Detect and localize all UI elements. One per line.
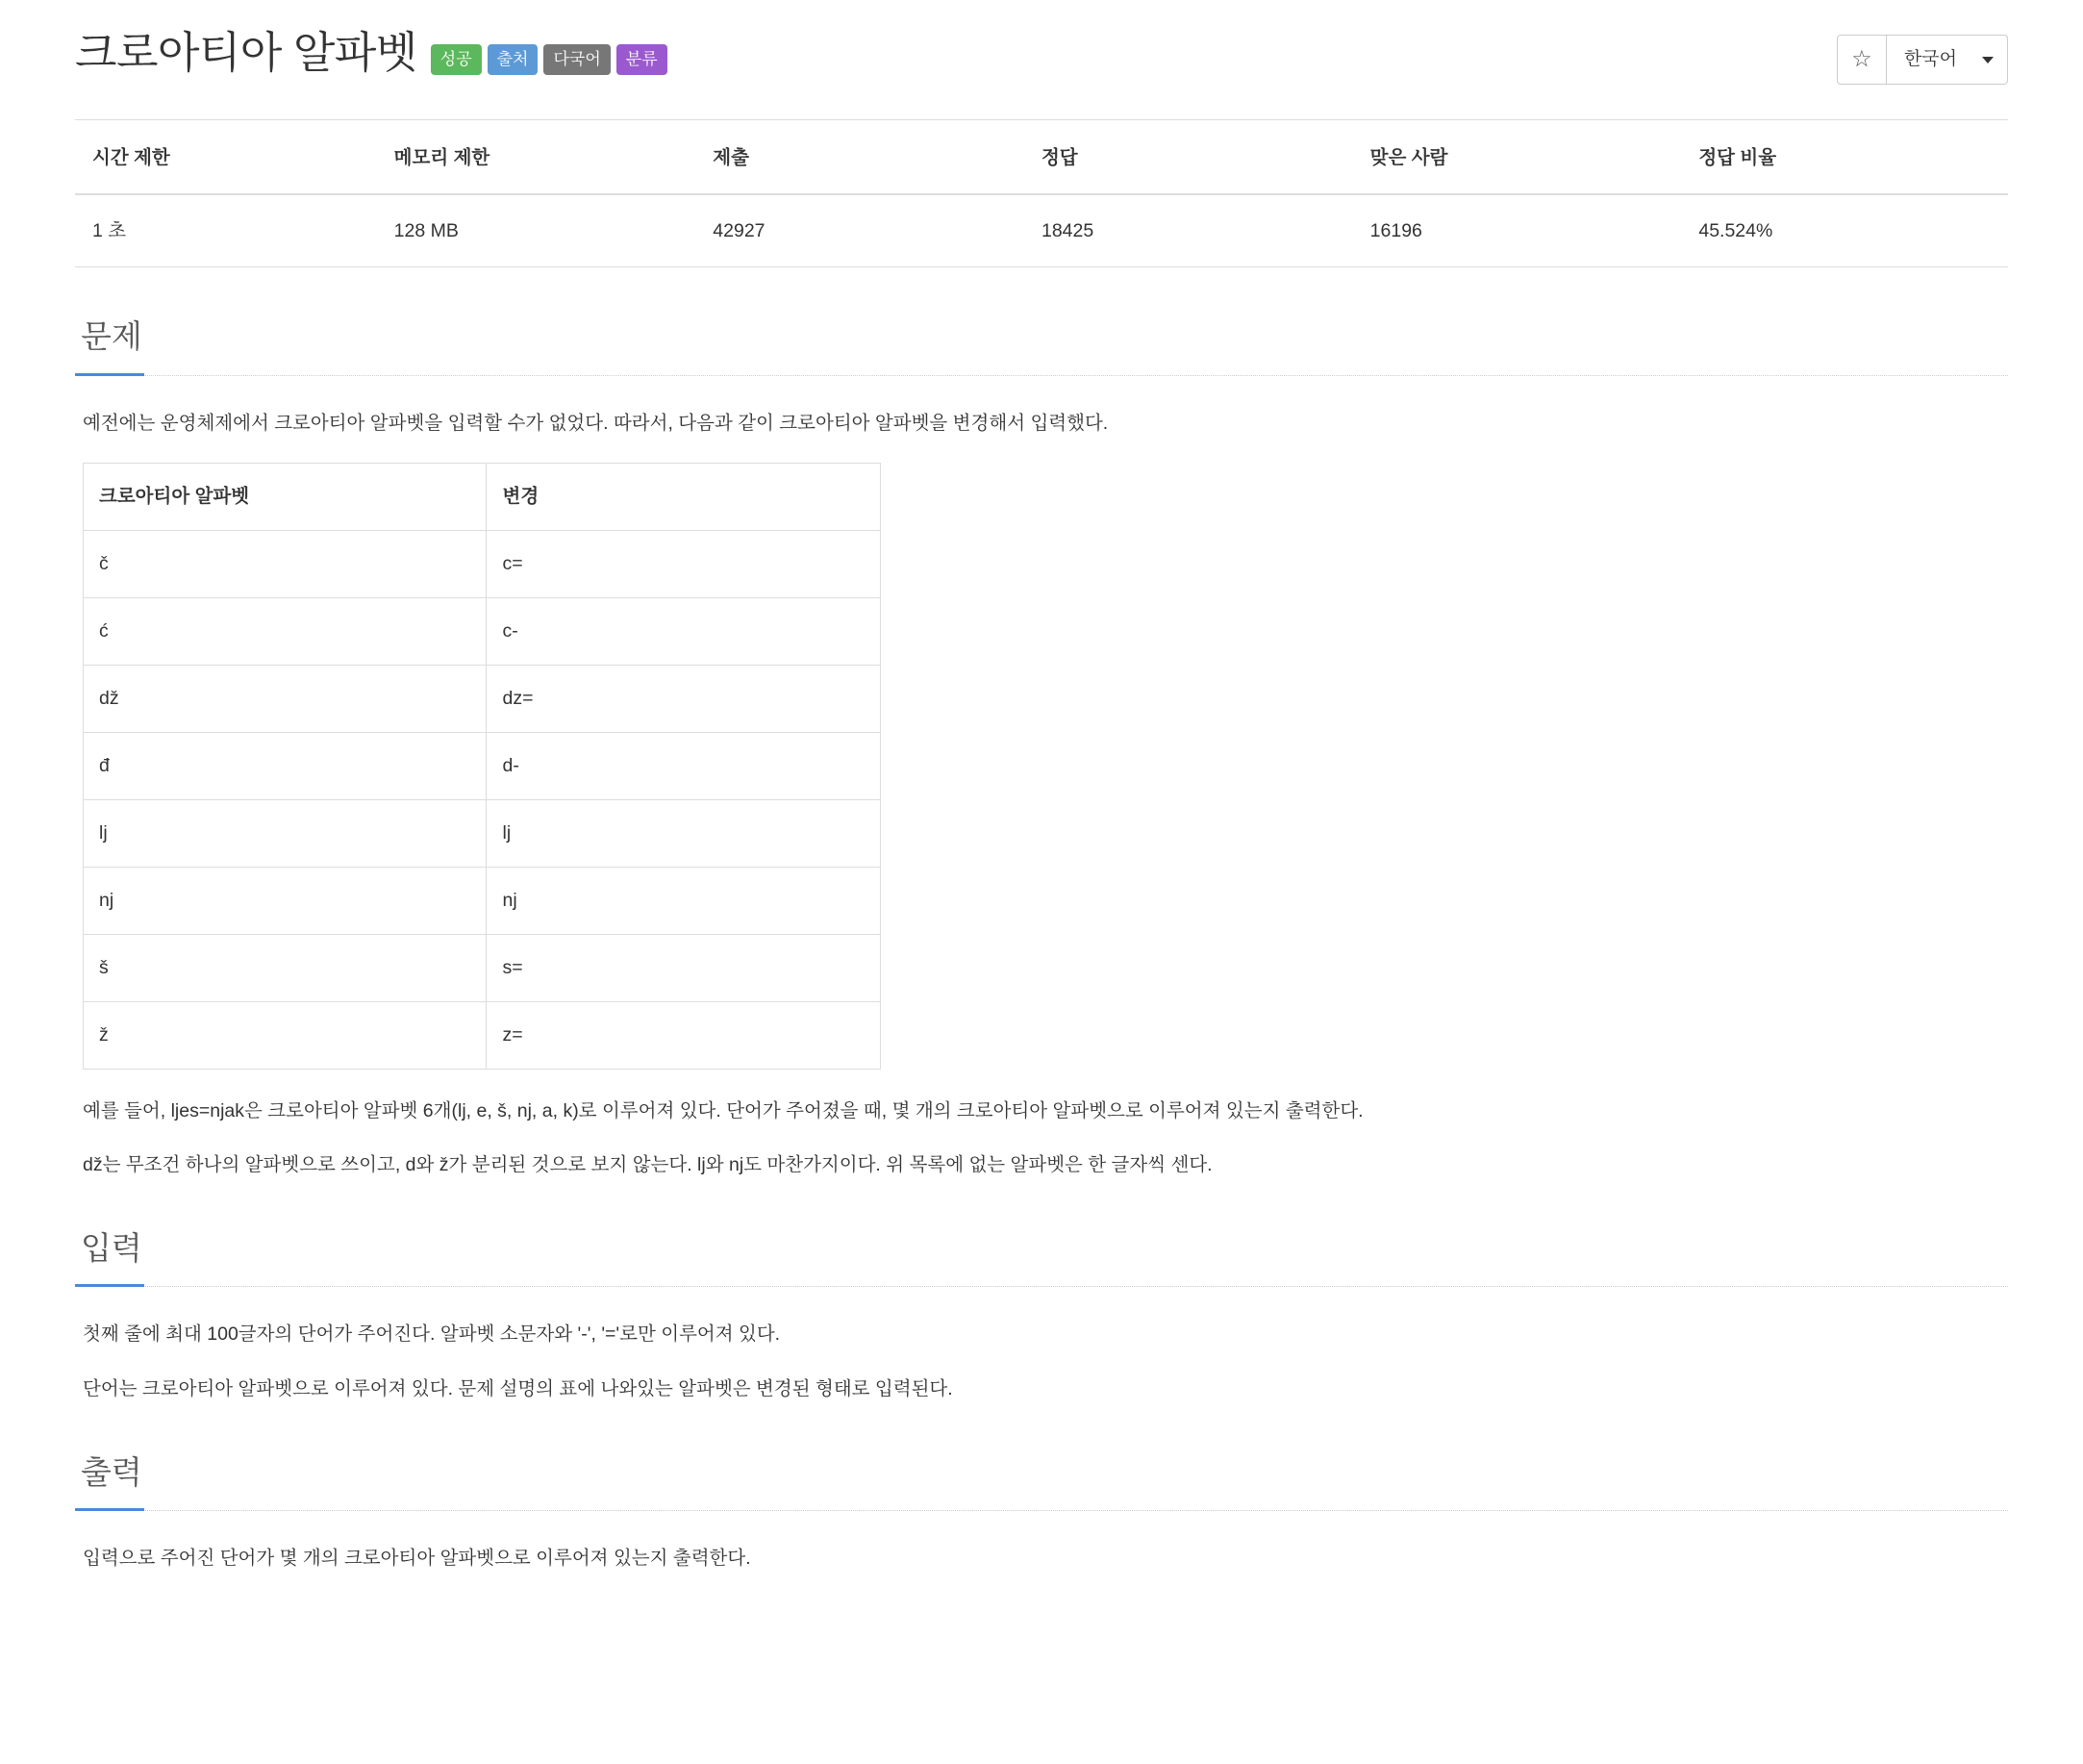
table-row (84, 1001, 881, 1069)
table-row (84, 597, 881, 665)
stats-col-accepted: 정답 (1042, 120, 1370, 194)
stats-col-submissions: 제출 (713, 120, 1042, 194)
alphabet-changed: c= (487, 530, 881, 597)
table-row (84, 799, 881, 867)
badge-list (431, 31, 667, 75)
alphabet-changed: nj (487, 867, 881, 934)
input-paragraph-2: 단어는 크로아티아 알파벳으로 이루어져 있다. 문제 설명의 표에 나와있는 알파벳은 변경된 형태로 입력된다. (83, 1377, 953, 1399)
bottom-spacer (75, 1573, 2008, 1630)
section-input (75, 1223, 2008, 1403)
alphabet-changed: d- (487, 732, 881, 799)
table-row (84, 665, 881, 732)
stats-value-accepted: 18425 (1042, 194, 1370, 267)
stats-value-submissions: 42927 (713, 194, 1042, 267)
alphabet-original: š (84, 934, 487, 1001)
alphabet-changed: lj (487, 799, 881, 867)
table-row (84, 867, 881, 934)
title-area (75, 29, 667, 77)
star-icon[interactable]: ☆ (1837, 35, 1887, 85)
alphabet-changed: dz= (487, 665, 881, 732)
badge-source[interactable]: 출처 (488, 44, 539, 75)
page-title: 크로아티아 알파벳 (75, 28, 417, 77)
alphabet-changed: z= (487, 1001, 881, 1069)
stats-table-wrap (75, 119, 2008, 267)
stats-col-time-limit: 시간 제한 (75, 120, 394, 194)
section-input-title: 입력 (75, 1223, 2008, 1287)
section-output (75, 1448, 2008, 1573)
alphabet-original: nj (84, 867, 487, 934)
problem-paragraph-2: dž는 무조건 하나의 알파벳으로 쓰이고, d와 ž가 분리된 것으로 보지 않는다. lj와 nj도 마찬가지이다. 위 목록에 없는 알파벳은 한 글자씩 센다. (83, 1154, 1213, 1176)
page-header (75, 25, 2008, 85)
section-problem-title: 문제 (75, 312, 2008, 375)
stats-value-memory-limit: 128 MB (394, 194, 714, 267)
alphabet-col-changed: 변경 (487, 463, 881, 530)
problem-paragraph-1: 예를 들어, ljes=njak은 크로아티아 알파벳 6개(lj, e, š, nj, a, k)로 이루어져 있다. 단어가 주어졌을 때, 몇 개의 크로아티아 알파벳으로 이루어져 있는지 출력한다. (83, 1099, 1364, 1121)
header-actions (1837, 29, 2008, 85)
alphabet-original: ž (84, 1001, 487, 1069)
section-output-title: 출력 (75, 1448, 2008, 1511)
stats-value-solvers: 16196 (1370, 194, 1699, 267)
table-row (84, 732, 881, 799)
stats-header-row (75, 120, 2008, 194)
alphabet-original: ć (84, 597, 487, 665)
badge-success[interactable]: 성공 (431, 44, 482, 75)
table-row (84, 934, 881, 1001)
stats-table (75, 120, 2008, 267)
section-output-body (75, 1511, 2008, 1573)
badge-category[interactable]: 분류 (616, 44, 667, 75)
stats-value-row (75, 194, 2008, 267)
section-problem-body (75, 376, 2008, 1180)
alphabet-table (83, 463, 881, 1070)
alphabet-header-row (84, 463, 881, 530)
badge-multilingual[interactable]: 다국어 (543, 44, 610, 75)
language-selector[interactable] (1887, 35, 2008, 85)
alphabet-changed: c- (487, 597, 881, 665)
section-input-body (75, 1287, 2008, 1402)
chevron-down-icon (1982, 57, 1994, 63)
stats-value-ratio: 45.524% (1698, 194, 2008, 267)
alphabet-original: đ (84, 732, 487, 799)
output-paragraph-1: 입력으로 주어진 단어가 몇 개의 크로아티아 알파벳으로 이루어져 있는지 출력한다. (83, 1547, 751, 1569)
stats-col-memory-limit: 메모리 제한 (394, 120, 714, 194)
alphabet-original: č (84, 530, 487, 597)
stats-col-ratio: 정답 비율 (1698, 120, 2008, 194)
alphabet-original: dž (84, 665, 487, 732)
stats-value-time-limit: 1 초 (75, 194, 394, 267)
input-paragraph-1: 첫째 줄에 최대 100글자의 단어가 주어진다. 알파벳 소문자와 '-', '='로만 이루어져 있다. (83, 1323, 781, 1346)
table-row (84, 530, 881, 597)
section-problem (75, 312, 2008, 1179)
language-selector-label: 한국어 (1903, 49, 1957, 70)
alphabet-original: lj (84, 799, 487, 867)
stats-col-solvers: 맞은 사람 (1370, 120, 1699, 194)
alphabet-changed: s= (487, 934, 881, 1001)
alphabet-col-original: 크로아티아 알파벳 (84, 463, 487, 530)
problem-intro-text: 예전에는 운영체제에서 크로아티아 알파벳을 입력할 수가 없었다. 따라서, 다음과 같이 크로아티아 알파벳을 변경해서 입력했다. (83, 412, 1109, 434)
